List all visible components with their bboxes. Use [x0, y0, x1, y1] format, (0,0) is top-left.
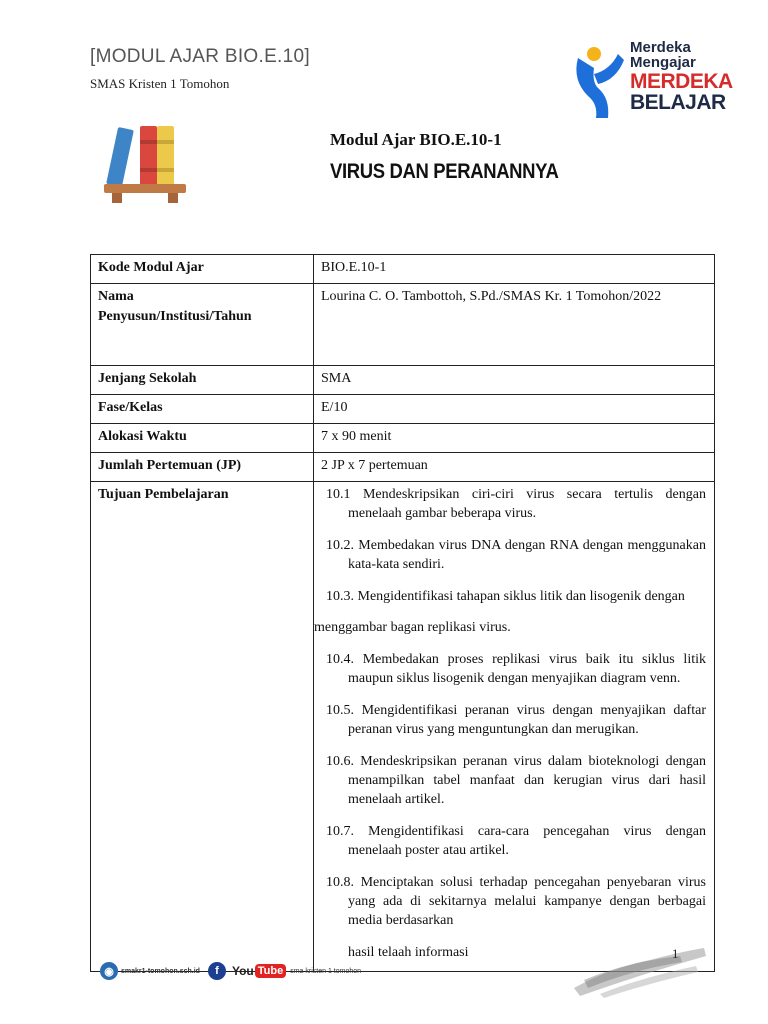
- facebook-icon[interactable]: f: [208, 962, 226, 980]
- books-shelf-icon: [100, 122, 192, 213]
- goal-item: 10.5. Mengidentifikasi peranan virus dengan menyajikan daftar peranan virus yang menguntungkan dan merugikan.: [326, 703, 706, 737]
- goal-item-continued: hasil telaah informasi: [348, 945, 469, 960]
- module-title: VIRUS DAN PERANANNYA: [330, 160, 559, 183]
- module-code-header: [MODUL AJAR BIO.E.10]: [90, 46, 310, 67]
- school-name: SMAS Kristen 1 Tomohon: [90, 76, 230, 91]
- goal-item: 10.2. Membedakan virus DNA dengan RNA dengan menggunakan kata-kata sendiri.: [326, 538, 706, 572]
- website-link[interactable]: smakr1-tomohon.sch.id: [121, 967, 200, 975]
- row-key: Kode Modul Ajar: [91, 255, 314, 284]
- globe-icon: ◉: [100, 962, 118, 980]
- row-value: Lourina C. O. Tambottoh, S.Pd./SMAS Kr. 1 Tomohon/2022: [314, 284, 715, 366]
- row-key: Tujuan Pembelajaran: [91, 482, 314, 972]
- merdeka-figure-icon: [570, 40, 630, 120]
- logo-line-merdeka-caps: MERDEKA: [630, 70, 733, 93]
- table-row: [91, 284, 715, 366]
- table-row: [91, 424, 715, 453]
- learning-goals-cell: [314, 482, 715, 972]
- row-key-line: Penyusun/Institusi/Tahun: [98, 309, 252, 324]
- row-value: 2 JP x 7 pertemuan: [314, 453, 715, 482]
- table-row: [91, 366, 715, 395]
- row-value: 7 x 90 menit: [314, 424, 715, 453]
- row-value: SMA: [314, 366, 715, 395]
- goal-item: 10.3. Mengidentifikasi tahapan siklus litik dan lisogenik dengan: [326, 589, 685, 604]
- row-key: [91, 284, 314, 366]
- row-key: Jumlah Pertemuan (JP): [91, 453, 314, 482]
- logo-line-merdeka: Merdeka: [630, 39, 691, 56]
- table-row: [91, 255, 715, 284]
- row-value: E/10: [314, 395, 715, 424]
- table-row: [91, 482, 715, 972]
- goal-item: 10.6. Mendeskripsikan peranan virus dalam bioteknologi dengan menampilkan tabel manfaat dan kerugian virus dari hasil menelaah artikel.: [326, 754, 706, 807]
- table-row: [91, 453, 715, 482]
- row-key: Alokasi Waktu: [91, 424, 314, 453]
- goal-item: 10.1 Mendeskripsikan ciri-ciri virus secara tertulis dengan menelaah gambar beberapa virus.: [326, 487, 706, 521]
- row-key: Jenjang Sekolah: [91, 366, 314, 395]
- logo-line-belajar: BELAJAR: [630, 91, 726, 114]
- goal-item: 10.8. Menciptakan solusi terhadap pencegahan penyebaran virus yang ada di sekitarnya melalui kampanye dengan berbagai media berdasarkan: [326, 875, 706, 928]
- table-row: [91, 395, 715, 424]
- module-info-table: [90, 254, 715, 972]
- module-subtitle: Modul Ajar BIO.E.10-1: [330, 130, 502, 149]
- brush-stroke-decoration: [570, 938, 710, 1000]
- logo-line-mengajar: Mengajar: [630, 54, 696, 71]
- page-number: 1: [672, 946, 679, 961]
- goal-item: 10.7. Mengidentifikasi cara-cara pencegahan virus dengan menelaah poster atau artikel.: [326, 824, 706, 858]
- youtube-tube: Tube: [255, 964, 286, 978]
- footer-social-bar: [100, 962, 361, 980]
- youtube-you: You: [231, 964, 254, 978]
- goal-item: 10.4. Membedakan proses replikasi virus baik itu siklus litik maupun siklus lisogenik dengan menyajikan diagram venn.: [326, 652, 706, 686]
- row-key: Fase/Kelas: [91, 395, 314, 424]
- merdeka-belajar-logo: [570, 39, 733, 126]
- youtube-channel: sma kristen 1 tomohon: [290, 967, 362, 975]
- goal-item-continued: menggambar bagan replikasi virus.: [314, 620, 511, 635]
- row-key-line: Nama: [98, 289, 134, 304]
- youtube-icon[interactable]: [232, 964, 286, 978]
- row-value: BIO.E.10-1: [314, 255, 715, 284]
